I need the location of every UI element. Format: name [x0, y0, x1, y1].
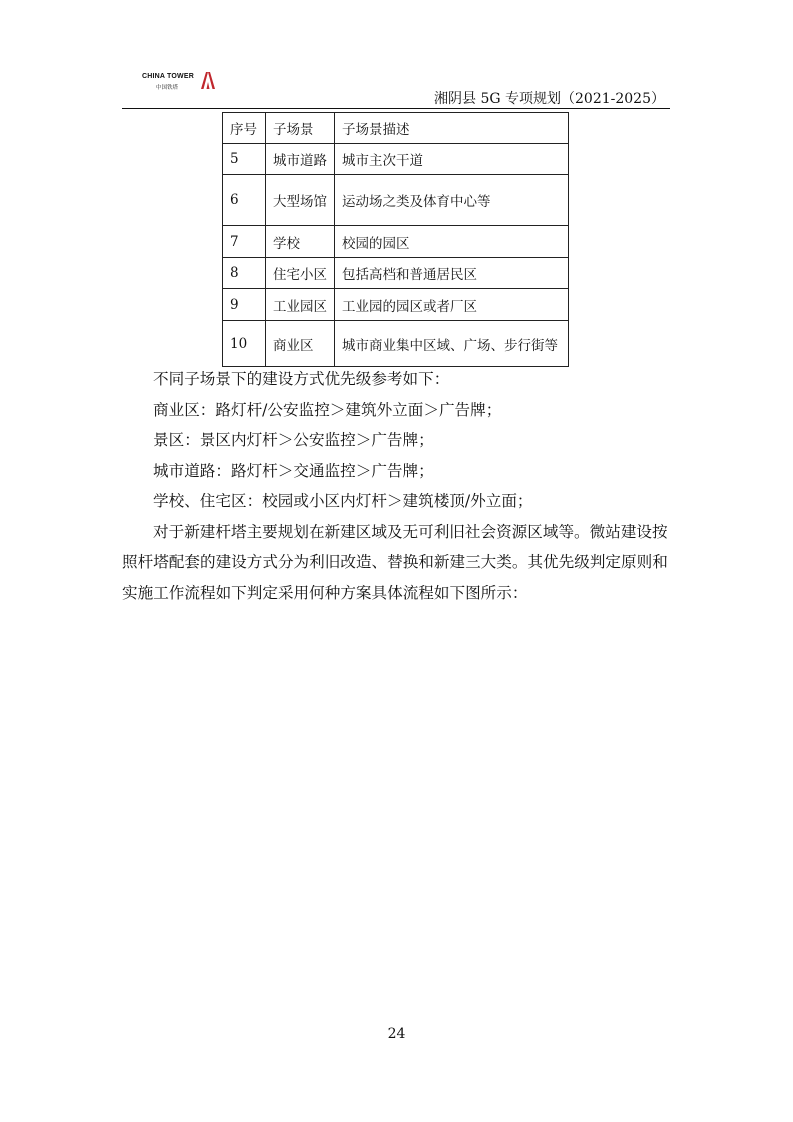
- table-cell: 大型场馆: [266, 175, 335, 226]
- table-cell: 9: [223, 289, 266, 321]
- body-text: [122, 364, 674, 608]
- paragraph-commercial: 商业区：路灯杆/公安监控＞建筑外立面＞广告牌；: [153, 400, 502, 419]
- page-number: 24: [387, 1026, 406, 1042]
- paragraph-road: 城市道路：路灯杆＞交通监控＞广告牌；: [153, 461, 434, 480]
- table-cell: 工业园的园区或者厂区: [335, 289, 569, 321]
- china-tower-logo-icon: [200, 70, 216, 90]
- table-cell: 运动场之类及体育中心等: [335, 175, 569, 226]
- table-cell: 城市道路: [266, 144, 335, 175]
- table-cell: 10: [223, 321, 266, 367]
- paragraph-body-line: 对于新建杆塔主要规划在新建区域及无可利旧社会资源区域等。微站建设按: [153, 522, 668, 541]
- table-cell: 5: [223, 144, 266, 175]
- china-tower-logo: [142, 70, 222, 94]
- table-cell: 学校: [266, 226, 335, 258]
- table-cell: 6: [223, 175, 266, 226]
- table-row: [223, 258, 569, 289]
- paragraph-school: 学校、住宅区：校园或小区内灯杆＞建筑楼顶/外立面；: [153, 492, 533, 510]
- table-cell: 城市主次干道: [335, 144, 569, 175]
- table-cell: 城市商业集中区域、广场、步行街等: [335, 321, 569, 367]
- paragraph-body-line: 照杆塔配套的建设方式分为利旧改造、替换和新建三大类。其优先级判定原则和: [122, 553, 668, 571]
- table-row: [223, 289, 569, 321]
- table-cell: 商业区: [266, 321, 335, 367]
- table-row: [223, 321, 569, 367]
- table-cell: 住宅小区: [266, 258, 335, 289]
- table-cell: 校园的园区: [335, 226, 569, 258]
- table-row: [223, 175, 569, 226]
- table-cell: 8: [223, 258, 266, 289]
- table-cell: 工业园区: [266, 289, 335, 321]
- table-row: [223, 226, 569, 258]
- table-header-row: [223, 113, 569, 144]
- table-cell: 包括高档和普通居民区: [335, 258, 569, 289]
- header-cell: 子场景: [266, 113, 335, 144]
- paragraph-body-line: 实施工作流程如下判定采用何种方案具体流程如下图所示：: [122, 583, 528, 602]
- sub-scene-table: [222, 112, 569, 367]
- header-divider: [122, 108, 670, 109]
- header-cell: 子场景描述: [335, 113, 569, 144]
- logo-subtext: 中国铁塔: [156, 85, 179, 91]
- header-cell: 序号: [223, 113, 266, 144]
- paragraph-scenic: 景区：景区内灯杆＞公安监控＞广告牌；: [153, 431, 434, 449]
- logo-text: CHINA TOWER: [142, 73, 194, 80]
- table-row: [223, 144, 569, 175]
- paragraph-intro: 不同子场景下的建设方式优先级参考如下：: [153, 370, 450, 388]
- document-header-title: 湘阴县 5G 专项规划（2021-2025）: [434, 91, 665, 107]
- table-cell: 7: [223, 226, 266, 258]
